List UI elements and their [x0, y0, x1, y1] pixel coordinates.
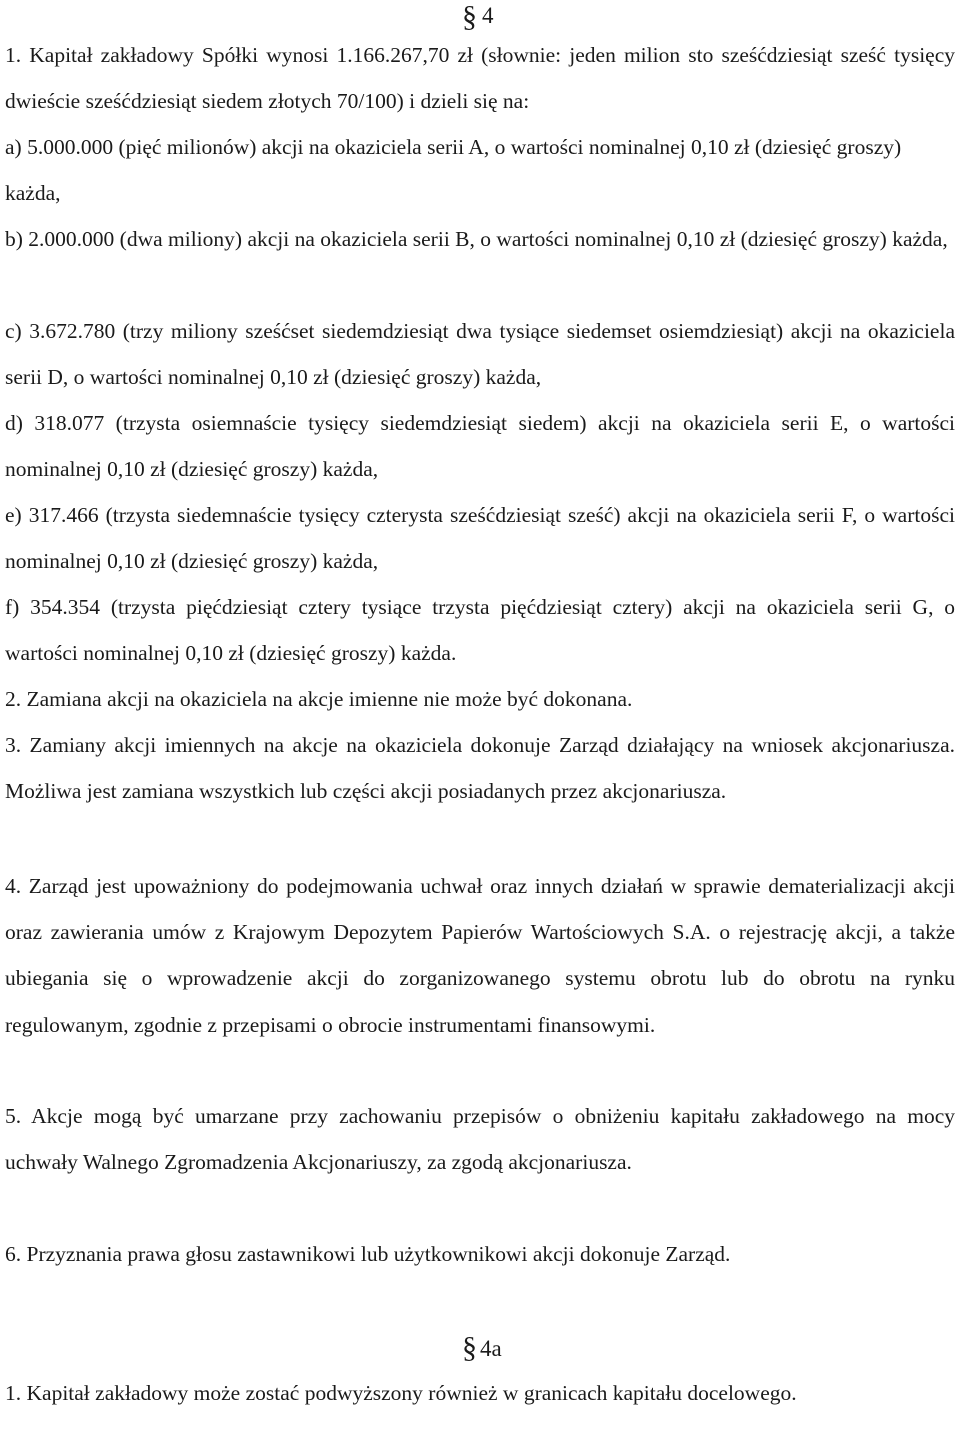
item-2: 2. Zamiana akcji na okaziciela na akcje imienne nie może być dokonana. [5, 687, 633, 711]
item-1-intro: 1. Kapitał zakładowy Spółki wynosi 1.166.267,70 zł (słownie: jeden milion sto sześćdziesiąt sześć tysięcy dwieście sześćdziesiąt siedem złotych 70/100) i dzieli się na: [5, 43, 955, 114]
section-symbol: § [462, 1331, 477, 1364]
item-3: 3. Zamiany akcji imiennych na akcje na okaziciela dokonuje Zarząd działający na wniosek akcjonariusza. Możliwa jest zamiana wszystkich lub części akcji posiadanych przez akcjonariusza. [5, 733, 955, 804]
section-number: 4 [482, 3, 494, 28]
item-4a-1: 1. Kapitał zakładowy może zostać podwyższony również w granicach kapitału docelowego. [5, 1381, 797, 1405]
series-e-item: d) 318.077 (trzysta osiemnaście tysięcy siedemdziesiąt siedem) akcji na okaziciela serii E, o wartości nominalnej 0,10 zł (dziesięć groszy) każda, [5, 411, 955, 482]
section-number: 4a [480, 1336, 502, 1361]
series-b-item: b) 2.000.000 (dwa miliony) akcji na okaziciela serii B, o wartości nominalnej 0,10 zł (dziesięć groszy) każda, [5, 227, 948, 251]
item-6: 6. Przyznania prawa głosu zastawnikowi lub użytkownikowi akcji dokonuje Zarząd. [5, 1242, 731, 1266]
item-4: 4. Zarząd jest upoważniony do podejmowania uchwał oraz innych działań w sprawie dematerializacji akcji oraz zawierania umów z Krajowym Depozytem Papierów Wartościowych S.A. o rejestrację akcji, a także ubiegania się o wprowadzenie akcji do zorganizowanego systemu obrotu lub do obrotu na rynku regulowanym, zgodnie z przepisami o obrocie instrumentami finansowymi. [5, 874, 955, 1037]
series-g-item: f) 354.354 (trzysta pięćdziesiąt cztery tysiące trzysta pięćdziesiąt cztery) akcji na okaziciela serii G, o wartości nominalnej 0,10 zł (dziesięć groszy) każda. [5, 595, 955, 666]
section-symbol: § [462, 0, 477, 33]
series-a-item: a) 5.000.000 (pięć milionów) akcji na okaziciela serii A, o wartości nominalnej 0,10 zł (dziesięć groszy) każda, [5, 135, 902, 206]
series-f-item: e) 317.466 (trzysta siedemnaście tysięcy czterysta sześćdziesiąt sześć) akcji na okaziciela serii F, o wartości nominalnej 0,10 zł (dziesięć groszy) każda, [5, 503, 955, 574]
item-5: 5. Akcje mogą być umarzane przy zachowaniu przepisów o obniżeniu kapitału zakładowego na mocy uchwały Walnego Zgromadzenia Akcjonariuszy, za zgodą akcjonariusza. [5, 1104, 955, 1175]
series-d-item: c) 3.672.780 (trzy miliony sześćset siedemdziesiąt dwa tysiące siedemset osiemdziesiąt) akcji na okaziciela serii D, o wartości nominalnej 0,10 zł (dziesięć groszy) każda, [5, 319, 955, 390]
